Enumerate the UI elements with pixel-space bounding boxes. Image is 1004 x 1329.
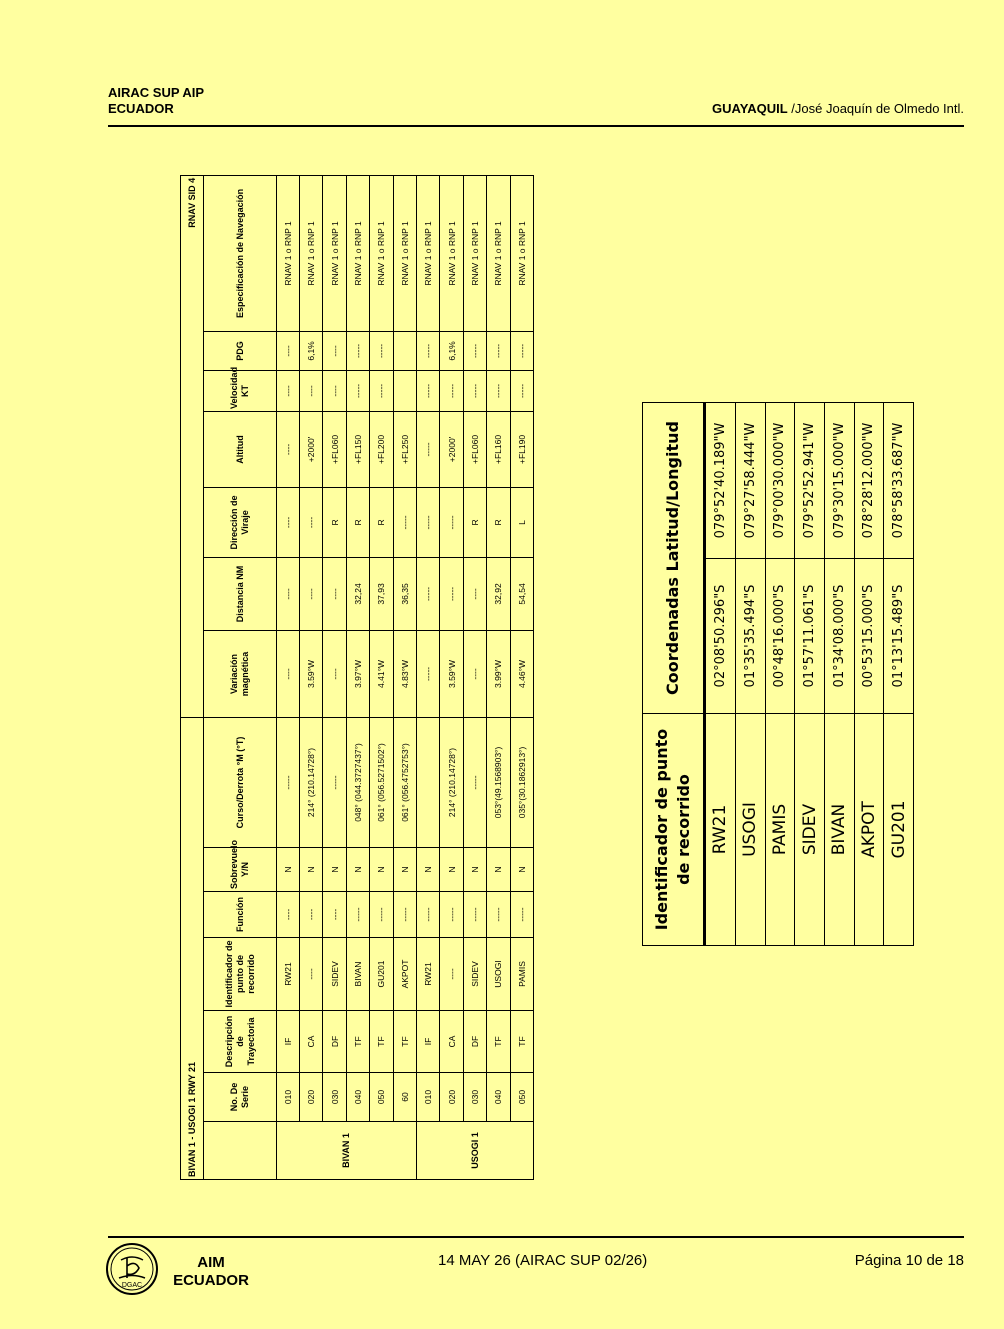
table-cell: ----- — [440, 892, 463, 938]
table-cell: R — [370, 487, 393, 557]
table-cell: 040 — [487, 1073, 510, 1122]
latitude: 01°34'08.000"S — [824, 559, 854, 714]
sid-table — [180, 175, 534, 1180]
table-cell: ----- — [417, 411, 440, 487]
table-cell: ----- — [463, 370, 486, 411]
table-cell: RNAV 1 o RNP 1 — [300, 175, 323, 331]
table-cell: DF — [323, 1011, 346, 1073]
table-cell: R — [346, 487, 369, 557]
latitude: 01°13'15.489"S — [884, 559, 914, 714]
table-cell: DF — [463, 1011, 486, 1073]
table-cell: RNAV 1 o RNP 1 — [393, 175, 416, 331]
latitude: 00°53'15.000"S — [854, 559, 884, 714]
table-cell: RNAV 1 o RNP 1 — [463, 175, 486, 331]
table-cell: RNAV 1 o RNP 1 — [346, 175, 369, 331]
table-cell: N — [300, 848, 323, 892]
table-cell: +FL060 — [463, 411, 486, 487]
table-cell: 36,35 — [393, 557, 416, 630]
table-cell: ----- — [487, 370, 510, 411]
table-cell: ---- — [276, 411, 299, 487]
column-header: Especificación de Navegación — [204, 175, 276, 331]
header-rule — [108, 125, 964, 127]
table-cell: +FL060 — [323, 411, 346, 487]
table-cell: ---- — [276, 557, 299, 630]
table-cell: ---- — [300, 938, 323, 1011]
table-cell: ----- — [417, 370, 440, 411]
table-cell — [417, 717, 440, 847]
table-cell: 3.99°W — [487, 630, 510, 717]
waypoint-id: SIDEV — [795, 714, 825, 946]
longitude: 078°58'33.687"W — [884, 402, 914, 558]
footer-page-number: Página 10 de 18 — [854, 1252, 964, 1269]
table-cell: AKPOT — [393, 938, 416, 1011]
table-cell: ----- — [346, 370, 369, 411]
table-cell: USOGI — [487, 938, 510, 1011]
table-cell: ----- — [393, 487, 416, 557]
group-name: BIVAN 1 — [276, 1122, 416, 1180]
table-cell: IF — [417, 1011, 440, 1073]
group-name: USOGI 1 — [417, 1122, 534, 1180]
column-header: No. De Serie — [204, 1073, 276, 1122]
table-cell: 3.59°W — [440, 630, 463, 717]
table-cell: ---- — [276, 370, 299, 411]
header-publication — [108, 85, 204, 117]
table-cell: SIDEV — [463, 938, 486, 1011]
logo-text: DGAC — [121, 1282, 143, 1289]
table-cell: N — [346, 848, 369, 892]
table-cell: RNAV 1 o RNP 1 — [487, 175, 510, 331]
coord-row — [884, 402, 914, 945]
table-cell: N — [323, 848, 346, 892]
table-cell: BIVAN — [346, 938, 369, 1011]
table-cell — [393, 331, 416, 370]
column-header: PDG — [204, 331, 276, 370]
coord-row — [735, 402, 765, 945]
table-cell: 061° (056.5271502°) — [370, 717, 393, 847]
table-cell: ---- — [323, 370, 346, 411]
table-cell — [393, 370, 416, 411]
table-row — [346, 175, 369, 1179]
table-cell: N — [276, 848, 299, 892]
table-cell: +FL160 — [487, 411, 510, 487]
table-cell: CA — [440, 1011, 463, 1073]
waypoint-id: BIVAN — [824, 714, 854, 946]
table-cell: N — [417, 848, 440, 892]
waypoint-id: GU201 — [884, 714, 914, 946]
table-cell: ---- — [300, 487, 323, 557]
table-cell: ----- — [510, 331, 533, 370]
table-cell: ---- — [276, 892, 299, 938]
column-header: Velocidad KT — [204, 370, 276, 411]
table-cell: N — [463, 848, 486, 892]
table-cell: ----- — [440, 487, 463, 557]
table-cell: TF — [346, 1011, 369, 1073]
aim-ecuador — [168, 1254, 254, 1290]
column-header: Variación magnética — [204, 630, 276, 717]
table-row — [276, 175, 299, 1179]
table-cell: N — [370, 848, 393, 892]
table-cell: 4.46°W — [510, 630, 533, 717]
table-cell: +FL190 — [510, 411, 533, 487]
table-cell: ----- — [510, 370, 533, 411]
table-cell: 020 — [300, 1073, 323, 1122]
coord-row — [854, 402, 884, 945]
table-cell: ----- — [417, 892, 440, 938]
table-row — [417, 175, 440, 1179]
table-title-row — [181, 175, 204, 1179]
table-cell: 32,92 — [487, 557, 510, 630]
table-cell: ----- — [370, 892, 393, 938]
header-aerodrome — [712, 101, 964, 116]
table-row — [323, 175, 346, 1179]
sid-title: RNAV SID 4 — [181, 175, 204, 717]
table-cell: N — [393, 848, 416, 892]
table-cell: 061° (056.4752753°) — [393, 717, 416, 847]
dgac-logo-icon — [105, 1242, 159, 1296]
table-cell: 6,1% — [300, 331, 323, 370]
coord-row — [704, 402, 735, 945]
table-cell: 050 — [510, 1073, 533, 1122]
table-cell: ---- — [323, 630, 346, 717]
table-cell: 214° (210.14728°) — [300, 717, 323, 847]
table-cell: 010 — [417, 1073, 440, 1122]
table-cell: R — [463, 487, 486, 557]
table-cell: +2000' — [300, 411, 323, 487]
table-cell: L — [510, 487, 533, 557]
coord-header-row — [643, 402, 705, 945]
waypoint-id: USOGI — [735, 714, 765, 946]
table-row — [300, 175, 323, 1179]
table-cell: 4.41°W — [370, 630, 393, 717]
table-cell: RW21 — [276, 938, 299, 1011]
table-cell: R — [487, 487, 510, 557]
table-cell: ----- — [417, 557, 440, 630]
table-cell: ----- — [417, 630, 440, 717]
table-cell: 040 — [346, 1073, 369, 1122]
table-cell: 010 — [276, 1073, 299, 1122]
table-cell: 035°(30.1862913°) — [510, 717, 533, 847]
table-cell: ----- — [393, 892, 416, 938]
table-cell: +FL150 — [346, 411, 369, 487]
table-cell: R — [323, 487, 346, 557]
table-cell: ----- — [440, 557, 463, 630]
latitude: 01°35'35.494"S — [735, 559, 765, 714]
table-cell: ---- — [300, 892, 323, 938]
table-cell: CA — [300, 1011, 323, 1073]
coord-table — [642, 402, 914, 946]
table-cell: GU201 — [370, 938, 393, 1011]
table-cell: TF — [370, 1011, 393, 1073]
latitude: 01°57'11.061"S — [795, 559, 825, 714]
table-cell: ----- — [417, 487, 440, 557]
table-cell: ---- — [300, 557, 323, 630]
latitude: 02°08'50.296"S — [704, 559, 735, 714]
table-cell: RNAV 1 o RNP 1 — [440, 175, 463, 331]
table-cell: +FL250 — [393, 411, 416, 487]
table-cell: +FL200 — [370, 411, 393, 487]
column-header: Curso/Derrota °M (°T) — [204, 717, 276, 847]
table-row — [370, 175, 393, 1179]
table-cell: 60 — [393, 1073, 416, 1122]
table-cell: ----- — [370, 370, 393, 411]
table-cell: RNAV 1 o RNP 1 — [276, 175, 299, 331]
table-cell: TF — [487, 1011, 510, 1073]
table-cell: ---- — [276, 331, 299, 370]
table-cell: ---- — [323, 331, 346, 370]
table-cell: 3.59°W — [300, 630, 323, 717]
table-cell: IF — [276, 1011, 299, 1073]
table-cell: ----- — [346, 892, 369, 938]
table-cell: 053°(49.1568903°) — [487, 717, 510, 847]
header-row — [204, 175, 276, 1179]
table-cell: N — [440, 848, 463, 892]
table-cell: TF — [510, 1011, 533, 1073]
table-cell: 020 — [440, 1073, 463, 1122]
header-place-bold: GUAYAQUIL — [712, 101, 788, 116]
table-row — [463, 175, 486, 1179]
table-cell: ---- — [463, 630, 486, 717]
longitude: 079°30'15.000"W — [824, 402, 854, 558]
coord-header-id: Identificador de punto de recorrido — [643, 714, 705, 946]
column-header: Descripción de Trayectoria — [204, 1011, 276, 1073]
table-cell: ---- — [323, 892, 346, 938]
table-cell: ----- — [487, 892, 510, 938]
waypoint-id: RW21 — [704, 714, 735, 946]
table-cell: 030 — [463, 1073, 486, 1122]
table-cell: RNAV 1 o RNP 1 — [417, 175, 440, 331]
table-cell: 37,93 — [370, 557, 393, 630]
column-header: Identificador de punto de recorrido — [204, 938, 276, 1011]
procedure-title: BIVAN 1 - USOGI 1 RWY 21 — [181, 717, 204, 1179]
table-cell: RNAV 1 o RNP 1 — [323, 175, 346, 331]
coord-row — [824, 402, 854, 945]
sid-table-container — [180, 176, 534, 1180]
table-cell: ---- — [300, 370, 323, 411]
footer-rule — [108, 1236, 964, 1238]
table-cell: PAMIS — [510, 938, 533, 1011]
coord-row — [795, 402, 825, 945]
waypoint-id: PAMIS — [765, 714, 795, 946]
table-cell: 048° (044.3727437°) — [346, 717, 369, 847]
table-cell: ----- — [440, 370, 463, 411]
table-cell: ----- — [276, 717, 299, 847]
table-cell: ---- — [440, 938, 463, 1011]
table-cell: +2000' — [440, 411, 463, 487]
column-header: Distancia NM — [204, 557, 276, 630]
table-cell: 4.83°W — [393, 630, 416, 717]
coord-header-latlon: Coordenadas Latitud/Longitud — [643, 402, 705, 713]
table-cell: ----- — [463, 717, 486, 847]
table-cell: ---- — [276, 630, 299, 717]
longitude: 079°52'52.941"W — [795, 402, 825, 558]
column-header: Dirección de Viraje — [204, 487, 276, 557]
group-header-cell — [204, 1122, 276, 1180]
table-cell: ---- — [276, 487, 299, 557]
longitude: 078°28'12.000"W — [854, 402, 884, 558]
table-row — [487, 175, 510, 1179]
table-cell: N — [510, 848, 533, 892]
table-cell: 030 — [323, 1073, 346, 1122]
table-cell: ----- — [510, 892, 533, 938]
coord-table-container — [642, 403, 914, 946]
table-cell: 050 — [370, 1073, 393, 1122]
header-line1: AIRAC SUP AIP — [108, 85, 205, 100]
table-cell: 6,1% — [440, 331, 463, 370]
header-place-rest: /José Joaquín de Olmedo Intl. — [787, 101, 964, 116]
table-cell: 214° (210.14728°) — [440, 717, 463, 847]
table-cell: ----- — [370, 331, 393, 370]
column-header: Altitud — [204, 411, 276, 487]
latitude: 00°48'16.000"S — [765, 559, 795, 714]
table-cell: 54,54 — [510, 557, 533, 630]
column-header: Función — [204, 892, 276, 938]
table-cell: ----- — [463, 892, 486, 938]
longitude: 079°52'40.189"W — [704, 402, 735, 558]
aim-line2: ECUADOR — [173, 1272, 249, 1289]
coord-row — [765, 402, 795, 945]
waypoint-id: AKPOT — [854, 714, 884, 946]
aim-line1: AIM — [197, 1254, 225, 1271]
table-cell: RNAV 1 o RNP 1 — [370, 175, 393, 331]
table-cell: RNAV 1 o RNP 1 — [510, 175, 533, 331]
table-cell: N — [487, 848, 510, 892]
column-header: Sobrevuelo Y/N — [204, 848, 276, 892]
table-cell: TF — [393, 1011, 416, 1073]
table-cell: ----- — [463, 331, 486, 370]
table-cell: ----- — [323, 717, 346, 847]
table-row — [393, 175, 416, 1179]
table-cell: RW21 — [417, 938, 440, 1011]
table-cell: ----- — [417, 331, 440, 370]
footer-date: 14 MAY 26 (AIRAC SUP 02/26) — [438, 1252, 648, 1269]
table-cell: 32,24 — [346, 557, 369, 630]
table-row — [440, 175, 463, 1179]
longitude: 079°00'30.000"W — [765, 402, 795, 558]
longitude: 079°27'58.444"W — [735, 402, 765, 558]
table-cell: ----- — [487, 331, 510, 370]
header-line2: ECUADOR — [108, 101, 174, 116]
table-cell: ---- — [463, 557, 486, 630]
table-cell: 3.97°W — [346, 630, 369, 717]
table-row — [510, 175, 533, 1179]
table-cell: SIDEV — [323, 938, 346, 1011]
table-cell: ----- — [346, 331, 369, 370]
table-cell: ---- — [323, 557, 346, 630]
